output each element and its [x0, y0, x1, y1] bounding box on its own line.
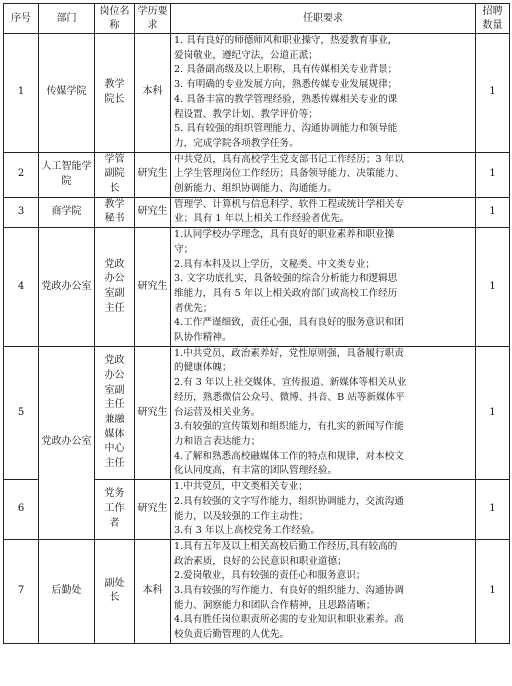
requirement-line: 队协作精神。: [174, 332, 232, 344]
requirement-line: 1.认同学校办学理念，具有良好的职业素养和职业操: [174, 229, 395, 241]
row-education: 研究生: [135, 197, 171, 227]
requirement-line: 化认同度高，有丰富的团队管理经验。: [174, 465, 338, 477]
row-index: 7: [4, 539, 39, 643]
recruitment-table-sheet: [3, 3, 509, 683]
row-position: 党政办公室副主任兼融媒体中心主任: [95, 346, 135, 479]
requirement-line: 能力，以及较强的工作主动性；: [174, 510, 309, 522]
requirement-line: 4.工作严谨细致，责任心强，具有良好的服务意识和团: [174, 317, 404, 329]
requirement-line: 维能力，具有 5 年以上相关政府部门或高校工作经历: [174, 287, 398, 299]
requirement-line: 守；: [174, 243, 194, 255]
row-education: 研究生: [135, 228, 171, 347]
header-department: 部门: [39, 4, 95, 34]
requirement-line: 3.有 3 年以上高校党务工作经验。: [174, 525, 321, 537]
row-count: 1: [476, 34, 510, 153]
row-department: 传媒学院: [39, 34, 95, 153]
table-row: [4, 228, 510, 347]
row-department: 后勤处: [39, 539, 95, 643]
requirement-line: 1. 具有良好的师德师风和职业操守，热爱教育事业，: [174, 35, 398, 46]
row-requirements: [171, 346, 476, 479]
row-count: 1: [476, 197, 510, 227]
row-count: 1: [476, 480, 510, 540]
requirement-line: 校负责后勤管理的人优先。: [174, 629, 290, 641]
row-education: 研究生: [135, 152, 171, 197]
row-education: 本科: [135, 539, 171, 643]
table-row: [4, 539, 510, 643]
row-position: 教学院长: [95, 34, 135, 153]
row-education: 研究生: [135, 346, 171, 479]
row-position: 党务工作者: [95, 480, 135, 540]
requirement-line: 1.中共党员，政治素养好，党性原则强，具备履行职责: [174, 347, 404, 359]
row-requirements: [171, 480, 476, 540]
row-count: 1: [476, 228, 510, 347]
header-requirements: 任职要求: [171, 4, 476, 34]
requirement-line: 3.具有较强的写作能力、有良好的组织能力、沟通协调: [174, 585, 404, 597]
table-row: [4, 34, 510, 153]
requirement-line: 1.具有五年及以上相关高校后勤工作经历,具有较高的: [174, 540, 398, 552]
row-requirements: [171, 228, 476, 347]
header-count: 招聘数量: [476, 4, 510, 34]
requirement-line: 2. 具备副高级及以上职称，具有传媒相关专业背景；: [174, 64, 398, 76]
table-row: [4, 152, 510, 197]
row-index: 1: [4, 34, 39, 153]
requirement-line: 爱岗敬业，遵纪守法，公道正派；: [174, 49, 318, 61]
requirement-line: 创新能力、组织协调能力、沟通能力。: [174, 183, 338, 195]
row-position: 学管副院长: [95, 152, 135, 197]
header-education: 学历要求: [135, 4, 171, 34]
row-count: 1: [476, 539, 510, 643]
row-index: 3: [4, 197, 39, 227]
requirement-line: 1.中共党员，中文类相关专业；: [174, 481, 308, 493]
row-department-merged: 党政办公室: [39, 346, 95, 539]
requirement-line: 4. 具备丰富的教学管理经验，熟悉传媒相关专业的课: [174, 93, 398, 105]
requirement-line: 经历，熟悉微信公众号、微博、抖音、B 站等新媒体平: [174, 391, 405, 403]
requirement-line: 的健康体魄；: [174, 362, 232, 374]
requirement-line: 2.具有较强的文字写作能力，组织协调能力，交流沟通: [174, 495, 404, 507]
requirement-line: 中共党员，具有高校学生党支部书记工作经历；3 年以: [174, 153, 404, 165]
requirement-line: 者优先；: [174, 302, 213, 314]
row-requirements: [171, 539, 476, 643]
row-requirements: [171, 152, 476, 197]
requirement-line: 5. 具有较强的组织管理能力、沟通协调能力和领导能: [174, 123, 398, 135]
requirement-line: 能力、洞察能力和团队合作精神，且思路清晰；: [174, 599, 376, 611]
requirement-line: 3. 有明确的专业发展方向，熟悉传媒专业发展规律；: [174, 79, 398, 91]
row-index: 4: [4, 228, 39, 347]
requirement-line: 力，完成学院各项教学任务。: [174, 137, 299, 149]
requirement-line: 业；具有 1 年以上相关工作经验者优先。: [174, 213, 350, 225]
requirement-line: 上学生管理岗位工作经历；具备领导能力、决策能力、: [174, 168, 405, 180]
requirement-line: 2.爱岗敬业，具有较强的责任心和服务意识；: [174, 570, 366, 582]
row-position: 党政办公室副主任: [95, 228, 135, 347]
row-requirements: [171, 34, 476, 153]
row-education: 研究生: [135, 480, 171, 540]
row-department: 人工智能学院: [39, 152, 95, 197]
row-index: 5: [4, 346, 39, 479]
row-position: 副处长: [95, 539, 135, 643]
requirement-line: 政治素质，良好的公民意识和职业道德；: [174, 555, 347, 567]
row-index: 2: [4, 152, 39, 197]
row-position: 教学秘书: [95, 197, 135, 227]
requirement-line: 台运营及相关业务。: [174, 406, 261, 418]
row-department: 商学院: [39, 197, 95, 227]
row-requirements: [171, 197, 476, 227]
requirement-line: 4.具有胜任岗位职责所必需的专业知识和职业素养。高: [174, 614, 404, 626]
table-header: [4, 4, 510, 34]
requirement-line: 3.有较强的宣传策划和组织能力，有扎实的新闻写作能: [174, 421, 404, 433]
header-index: 序号: [4, 4, 39, 34]
table-row: [4, 197, 510, 227]
table-row: [4, 346, 510, 479]
row-index: 6: [4, 480, 39, 540]
requirement-line: 2.有 3 年以上社交媒体、宣传报道、新媒体等相关从业: [174, 377, 407, 389]
requirement-line: 管理学、计算机与信息科学、软件工程或统计学相关专: [174, 198, 405, 210]
requirement-line: 3. 文字功底扎实，具备较强的综合分析能力和逻辑思: [174, 273, 398, 285]
header-position: 岗位名称: [95, 4, 135, 34]
row-count: 1: [476, 152, 510, 197]
requirement-line: 2.具有本科及以上学历，文秘类、中文类专业；: [174, 258, 376, 270]
requirement-line: 程设置、教学计划、教学评价等；: [174, 108, 318, 120]
requirement-line: 4.了解和熟悉高校融媒体工作的特点和规律，对本校文: [174, 450, 404, 462]
row-count: 1: [476, 346, 510, 479]
requirement-line: 力和语言表达能力；: [174, 435, 261, 447]
recruitment-table: [3, 3, 510, 644]
row-education: 本科: [135, 34, 171, 153]
row-department: 党政办公室: [39, 228, 95, 347]
